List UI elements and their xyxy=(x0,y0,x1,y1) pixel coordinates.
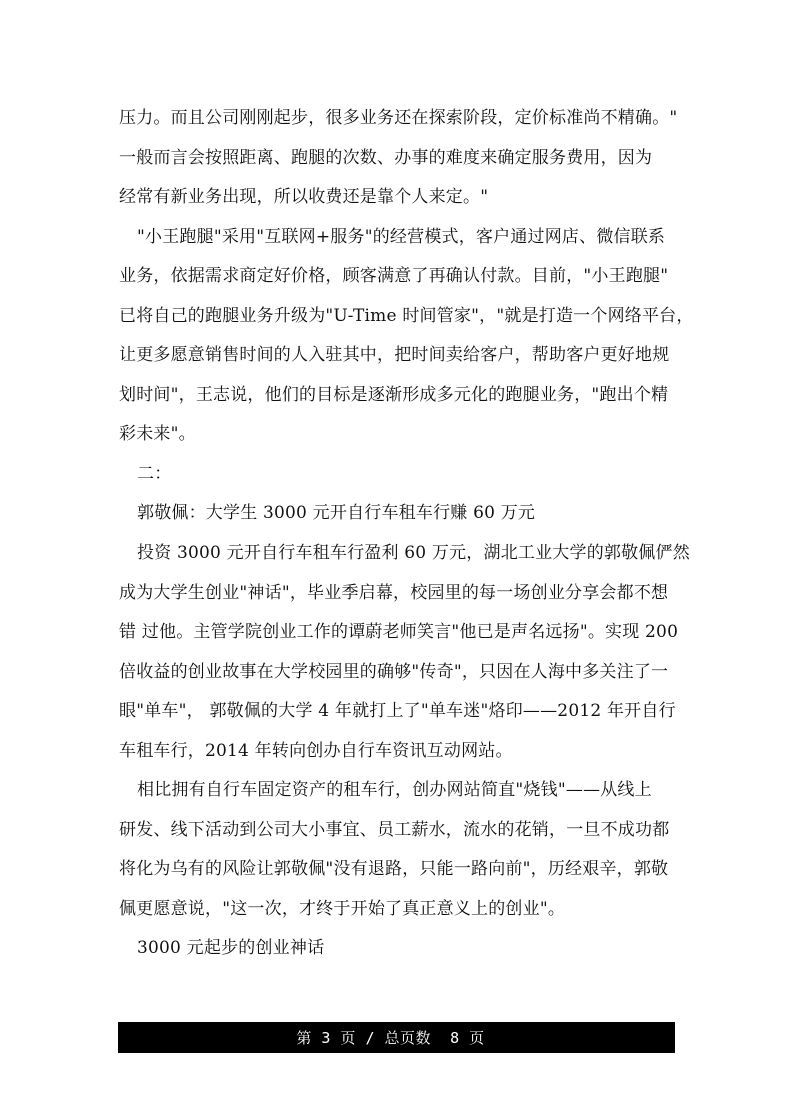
section-title: 郭敬佩：大学生 3000 元开自行车租车行赚 60 万元 xyxy=(137,503,536,524)
text-line: 让更多愿意销售时间的人入驻其中，把时间卖给客户，帮助客户更好地规 xyxy=(119,345,670,366)
section-number: 二： xyxy=(137,463,172,484)
paragraph-start-line: 相比拥有自行车固定资产的租车行，创办网站简直"烧钱"——从线上 xyxy=(137,780,652,801)
text-line: 一般而言会按照距离、跑腿的次数、办事的难度来确定服务费用，因为 xyxy=(119,147,653,168)
document-body xyxy=(119,99,694,969)
paragraph-start-line: "小王跑腿"采用"互联网+服务"的经营模式，客户通过网店、微信联系 xyxy=(137,226,666,247)
subheading: 3000 元起步的创业神话 xyxy=(137,938,325,959)
page-footer xyxy=(118,1022,675,1053)
text-line: 彩未来"。 xyxy=(119,424,196,445)
text-line: 业务，依据需求商定好价格，顾客满意了再确认付款。目前，"小王跑腿" xyxy=(119,266,669,287)
text-line: 错 过他。主管学院创业工作的谭蔚老师笑言"他已是声名远扬"。实现 200 xyxy=(119,622,679,643)
text-line: 眼"单车"， 郭敬佩的大学 4 年就打上了"单车迷"烙印——2012 年开自行 xyxy=(119,701,676,722)
text-line: 倍收益的创业故事在大学校园里的确够"传奇"，只因在人海中多关注了一 xyxy=(119,661,669,682)
paragraph-start-line: 投资 3000 元开自行车租车行盈利 60 万元，湖北工业大学的郭敬佩俨然 xyxy=(137,543,690,564)
text-line: 将化为乌有的风险让郭敬佩"没有退路，只能一路向前"，历经艰辛，郭敬 xyxy=(119,859,669,880)
text-line: 经常有新业务出现，所以收费还是靠个人来定。" xyxy=(119,187,489,208)
text-line: 佩更愿意说，"这一次，才终于开始了真正意义上的创业"。 xyxy=(119,898,566,919)
text-line: 已将自己的跑腿业务升级为"U-Time 时间管家"，"就是打造一个网络平台， xyxy=(119,305,694,326)
text-line: 车租车行，2014 年转向创办自行车资讯互动网站。 xyxy=(119,740,513,761)
page-number-indicator: 第 3 页 / 总页数 8 页 xyxy=(296,1029,485,1047)
text-line: 划时间"，王志说，他们的目标是逐渐形成多元化的跑腿业务，"跑出个精 xyxy=(119,384,669,405)
text-line: 研发、线下活动到公司大小事宜、员工薪水，流水的花销，一旦不成功都 xyxy=(119,819,670,840)
text-line: 压力。而且公司刚刚起步，很多业务还在探索阶段，定价标准尚不精确。" xyxy=(119,108,678,128)
text-line: 成为大学生创业"神话"，毕业季启幕，校园里的每一场创业分享会都不想 xyxy=(119,582,669,603)
